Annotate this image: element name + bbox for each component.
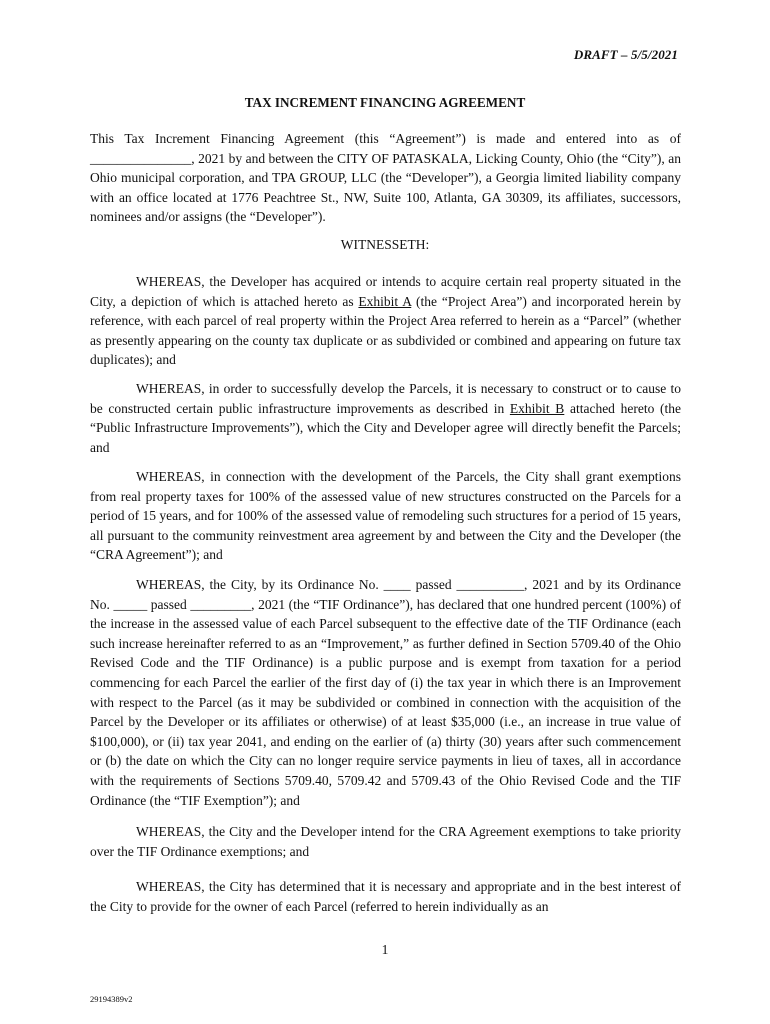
recital-2-text-before: WHEREAS, in order to successfully develop the Parcels, it is necessary to construct or to cause to be constructed certain public infrastructure improvements as described in [90, 381, 681, 416]
document-id: 29194389v2 [90, 994, 133, 1004]
recital-2-text-after: attached hereto (the “Public Infrastructure Improvements”), which the City and Developer agree will directly benefit the Parcels; and [90, 400, 681, 455]
recital-paragraph-5: WHEREAS, the City and the Developer intend for the CRA Agreement exemptions to take priority over the TIF Ordinance exemptions; and [90, 824, 681, 859]
page-number: 1 [381, 942, 389, 957]
recital-paragraph-1 [90, 272, 681, 370]
recital-paragraph-6: WHEREAS, the City has determined that it is necessary and appropriate and in the best interest of the City to provide for the owner of each Parcel (referred to herein individually as an [90, 879, 681, 914]
recital-paragraph-3: WHEREAS, in connection with the development of the Parcels, the City shall grant exemptions from real property taxes for 100% of the assessed value of new structures constructed on the Parcels for a period of 15 years, and for 100% of the assessed value of remodeling such structures for a period of 15 years, all pursuant to the community reinvestment area agreement by and between the City and the Developer (the “CRA Agreement”); and [90, 469, 681, 563]
exhibit-a-reference: Exhibit A [358, 293, 412, 309]
recital-1-text-after: (the “Project Area”) and incorporated herein by reference, with each parcel of real property within the Project Area referred to herein as a “Parcel” (whether as presently appearing on the county tax duplicate or as subdivided or combined and appearing on future tax duplicates); and [90, 293, 681, 368]
exhibit-b-reference: Exhibit B [509, 400, 565, 416]
recital-paragraph-4: WHEREAS, the City, by its Ordinance No. ____ passed __________, 2021 and by its Ordinance No. _____ passed _________, 2021 (the “TIF Ordinance”), has declared that one hundred percent (100%) of the increase in the assessed value of each Parcel subsequent to the effective date of the TIF Ordinance (each such increase hereinafter referred to as an “Improvement,” as further defined in Section 5709.40 of the Ohio Revised Code and the TIF Ordinance) is a public purpose and is exempt from taxation for a period commencing for each Parcel the earlier of the first day of (i) the tax year in which there is an Improvement with respect to the Parcel (as it may be subdivided or combined in connection with the acquisition of the Parcel by the Developer or its affiliates or otherwise) of at least $35,000 (i.e., an increase in true value of $100,000), or (ii) tax year 2041, and ending on the earlier of (a) thirty (30) years after such commencement or (b) the date on which the City can no longer require service payments in lieu of taxes, all in accordance with the requirements of Sections 5709.40, 5709.42 and 5709.43 of the Ohio Revised Code and the TIF Ordinance (the “TIF Exemption”); and [90, 577, 681, 808]
intro-paragraph: This Tax Increment Financing Agreement (this “Agreement”) is made and entered into as of _______________, 2021 by and between the CITY OF PATASKALA, Licking County, Ohio (the “City”), an Ohio municipal corporation, and TPA GROUP, LLC (the “Developer”), a Georgia limited liability company with an office located at 1776 Peachtree St., NW, Suite 100, Atlanta, GA 30309, its affiliates, successors, nominees and/or assigns (the “Developer”). [90, 131, 681, 225]
recital-1-text-before: WHEREAS, the Developer has acquired or intends to acquire certain real property situated in the City, a depiction of which is attached hereto as [90, 274, 681, 309]
recital-paragraph-2 [90, 379, 681, 457]
document-title: TAX INCREMENT FINANCING AGREEMENT [244, 95, 526, 110]
draft-label: DRAFT – 5/5/2021 [573, 47, 678, 62]
witnesseth-heading: WITNESSETH: [340, 237, 430, 252]
